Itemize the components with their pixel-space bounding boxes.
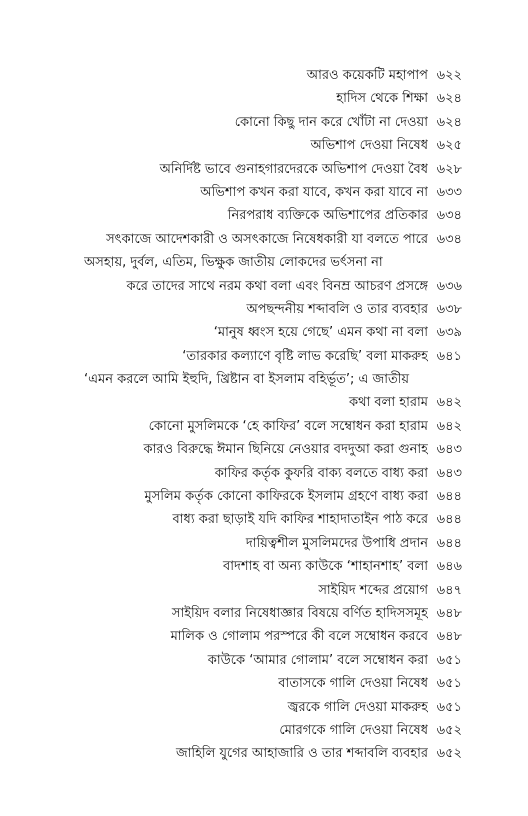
toc-entry-title: ‘এমন করলে আমি ইহুদি, খ্রিষ্টান বা ইসলাম বহির্ভূত’; এ জাতীয় — [84, 372, 410, 388]
toc-entry — [84, 368, 462, 391]
toc-entry — [84, 251, 462, 274]
toc-entry — [84, 579, 462, 602]
toc-entry-title: কাফির কর্তৃক কুফরি বাক্য বলতে বাধ্য করা — [214, 465, 428, 481]
toc-entry — [84, 298, 462, 321]
toc-entry-title: অভিশাপ কখন করা যাবে, কখন করা যাবে না — [200, 184, 428, 200]
toc-entry-page-number: ৬৫২ — [436, 722, 462, 738]
toc-entry — [84, 532, 462, 555]
toc-entry-title: মালিক ও গোলাম পরস্পরে কী বলে সম্বোধন করবে — [170, 629, 428, 645]
toc-entry-page-number: ৬৪৮ — [436, 605, 462, 621]
toc-entry — [84, 158, 462, 181]
toc-entry — [84, 462, 462, 485]
toc-entry-title: জাহিলি যুগের আহাজারি ও তার শব্দাবলি ব্যবহার — [175, 746, 428, 762]
toc-entry — [84, 602, 462, 625]
toc-entry-page-number: ৬২৫ — [436, 138, 462, 154]
toc-entry-page-number: ৬২২ — [436, 68, 462, 83]
toc-entry — [84, 111, 462, 134]
toc-entry — [84, 649, 462, 672]
toc-entry-title: কথা বলা হারাম — [349, 395, 428, 411]
toc-entry-page-number: ৬৫১ — [436, 699, 462, 715]
toc-entry — [84, 345, 462, 368]
toc-entry-page-number: ৬৪৩ — [436, 465, 462, 481]
toc-entry — [84, 391, 462, 414]
toc-entry — [84, 696, 462, 719]
toc-entry-page-number: ৬৪৮ — [436, 629, 462, 645]
toc-entry-title: সৎকাজে আদেশকারী ও অসৎকাজে নিষেধকারী যা বলতে পারে — [106, 231, 428, 247]
toc-entry-title: করে তাদের সাথে নরম কথা বলা এবং বিনম্র আচরণ প্রসঙ্গে — [126, 278, 428, 294]
toc-entry-title: কারও বিরুদ্ধে ঈমান ছিনিয়ে নেওয়ার বদদুআ করা গুনাহ — [143, 442, 428, 458]
toc-entry-title: অভিশাপ দেওয়া নিষেধ — [310, 138, 428, 154]
toc-entry — [84, 508, 462, 531]
toc-entry-page-number: ৬২৪ — [436, 114, 462, 130]
toc-entry-page-number: ৬৩৯ — [436, 325, 462, 341]
toc-entry — [84, 742, 462, 765]
toc-entry — [84, 134, 462, 157]
toc-entry-page-number: ৬৪৪ — [436, 489, 462, 505]
toc-entry — [84, 87, 462, 110]
toc-entry — [84, 228, 462, 251]
toc-entry-title: কোনো মুসলিমকে ‘হে কাফির’ বলে সম্বোধন করা হারাম — [148, 418, 428, 434]
toc-entry-page-number: ৬৩৮ — [436, 301, 462, 317]
toc-entry-title: কোনো কিছু দান করে খোঁটা না দেওয়া — [234, 114, 428, 130]
toc-entry-title: মোরগকে গালি দেওয়া নিষেধ — [279, 722, 428, 738]
toc-entry-title: কাউকে ‘আমার গোলাম’ বলে সম্বোধন করা — [207, 652, 428, 668]
toc-entry-page-number: ৬২৪ — [436, 91, 462, 107]
toc-entry — [84, 275, 462, 298]
toc-entry-title: সাইয়িদ বলার নিষেধাজ্ঞার বিষয়ে বর্ণিত হাদিসসমূহ — [171, 605, 428, 621]
toc-entry-title: মুসলিম কর্তৃক কোনো কাফিরকে ইসলাম গ্রহণে বাধ্য করা — [144, 489, 428, 505]
toc-entry-title: নিরপরাধ ব্যক্তিকে অভিশাপের প্রতিকার — [227, 208, 428, 224]
toc-entry-page-number: ৬৪২ — [436, 418, 462, 434]
toc-entry-page-number: ৬৪৭ — [436, 582, 462, 598]
toc-entry — [84, 204, 462, 227]
table-of-contents — [84, 64, 462, 766]
toc-entry-title: অপছন্দনীয় শব্দাবলি ও তার ব্যবহার — [246, 301, 428, 317]
toc-entry-page-number: ৬৫১ — [436, 652, 462, 668]
toc-entry-page-number: ৬৪২ — [436, 395, 462, 411]
toc-entry-title: অসহায়, দুর্বল, এতিম, ভিক্ষুক জাতীয় লোকদের ভর্ৎসনা না — [84, 255, 383, 271]
toc-entry-title: বাদশাহ বা অন্য কাউকে ‘শাহানশাহ’ বলা — [223, 559, 428, 575]
toc-entry-page-number: ৬৩৪ — [436, 231, 462, 247]
toc-entry-page-number: ৬৪৬ — [436, 559, 462, 575]
toc-entry-title: ‘তারকার কল্যাণে বৃষ্টি লাভ করেছি’ বলা মাকরুহ — [182, 348, 428, 364]
toc-entry-title: বাতাসকে গালি দেওয়া নিষেধ — [278, 676, 428, 692]
toc-entry-title: দায়িত্বশীল মুসলিমদের উপাধি প্রদান — [245, 535, 428, 551]
toc-entry — [84, 64, 462, 87]
toc-entry-page-number: ৬৫১ — [436, 676, 462, 692]
toc-entry-title: ‘মানুষ ধ্বংস হয়ে গেছে’ এমন কথা না বলা — [213, 325, 428, 341]
toc-entry — [84, 438, 462, 461]
toc-entry-page-number: ৬৪৩ — [436, 442, 462, 458]
toc-entry — [84, 625, 462, 648]
toc-entry-title: সাইয়িদ শব্দের প্রয়োগ — [318, 582, 428, 598]
toc-entry — [84, 672, 462, 695]
toc-entry-page-number: ৬৩৬ — [436, 278, 462, 294]
toc-entry-page-number: ৬৪৪ — [436, 535, 462, 551]
toc-entry-title: বাধ্য করা ছাড়াই যদি কাফির শাহাদাতাইন পাঠ করে — [172, 512, 428, 528]
toc-entry-title: হাদিস থেকে শিক্ষা — [336, 91, 428, 107]
toc-entry — [84, 181, 462, 204]
toc-entry-title: জ্বরকে গালি দেওয়া মাকরুহ — [287, 699, 428, 715]
toc-entry-page-number: ৬৩৩ — [436, 184, 462, 200]
toc-entry-title: আরও কয়েকটি মহাপাপ — [306, 68, 428, 83]
toc-entry — [84, 485, 462, 508]
toc-entry — [84, 415, 462, 438]
toc-entry-page-number: ৬২৮ — [436, 161, 462, 177]
toc-entry-page-number: ৬৪৪ — [436, 512, 462, 528]
toc-entry-page-number: ৬৪১ — [436, 348, 462, 364]
toc-entry-page-number: ৬৩৪ — [436, 208, 462, 224]
toc-entry — [84, 719, 462, 742]
toc-entry-page-number: ৬৫২ — [436, 746, 462, 762]
toc-entry-title: অনির্দিষ্ট ভাবে গুনাহগারদেরকে অভিশাপ দেওয়া বৈধ — [159, 161, 428, 177]
toc-entry — [84, 321, 462, 344]
toc-entry — [84, 555, 462, 578]
